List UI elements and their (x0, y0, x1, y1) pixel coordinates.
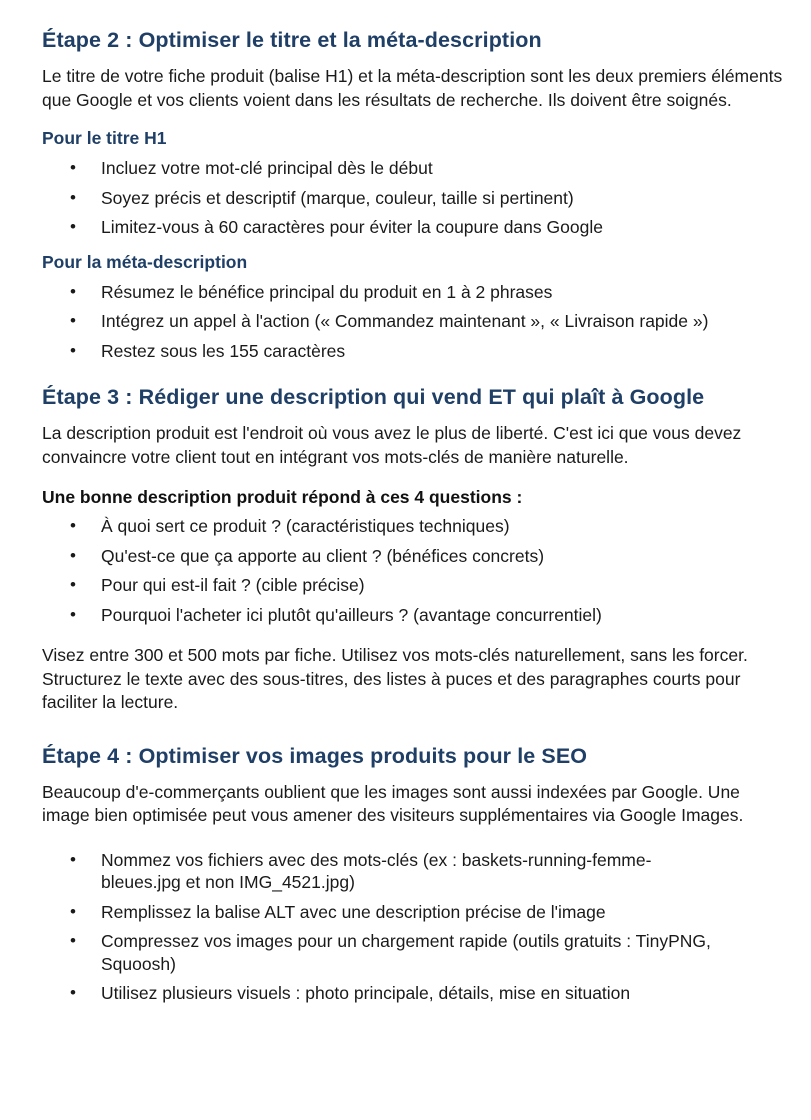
step-3-heading: Étape 3 : Rédiger une description qui vend ET qui plaît à Google (42, 385, 705, 409)
section-step-3 (42, 383, 789, 715)
bullet-icon: • (70, 340, 76, 360)
list-item: • Limitez-vous à 60 caractères pour éviter la coupure dans Google (42, 216, 789, 239)
image-tips-list (42, 849, 789, 1005)
bullet-icon: • (70, 849, 76, 869)
list-item: • Compressez vos images pour un chargement rapide (outils gratuits : TinyPNG, Squoosh) (42, 930, 789, 975)
list-item: • Remplissez la balise ALT avec une description précise de l'image (42, 901, 789, 924)
meta-tips-list (42, 281, 789, 363)
list-item: • Résumez le bénéfice principal du produit en 1 à 2 phrases (42, 281, 789, 304)
h1-tips-list (42, 157, 789, 239)
bullet-icon: • (70, 983, 76, 1002)
list-item: • Qu'est-ce que ça apporte au client ? (bénéfices concrets) (42, 545, 789, 568)
bullet-icon: • (70, 901, 76, 921)
step-2-heading: Étape 2 : Optimiser le titre et la méta-description (42, 28, 542, 52)
step-4-heading: Étape 4 : Optimiser vos images produits pour le SEO (42, 743, 588, 768)
bullet-icon: • (70, 575, 76, 594)
list-item: • À quoi sert ce produit ? (caractéristiques techniques) (42, 515, 789, 538)
list-item: • Soyez précis et descriptif (marque, couleur, taille si pertinent) (42, 187, 789, 210)
list-item: • Utilisez plusieurs visuels : photo principale, détails, mise en situation (42, 982, 789, 1005)
bullet-icon: • (70, 545, 76, 565)
list-item: • Pour qui est-il fait ? (cible précise) (42, 574, 789, 597)
bullet-icon: • (70, 187, 76, 207)
list-item: • Intégrez un appel à l'action (« Commandez maintenant », « Livraison rapide ») (42, 310, 789, 333)
bullet-icon: • (70, 604, 76, 624)
bullet-icon: • (70, 217, 76, 236)
questions-label: Une bonne description produit répond à ces 4 questions : (42, 487, 523, 507)
bullet-icon: • (70, 931, 76, 950)
bullet-icon: • (70, 516, 76, 535)
meta-subheading: Pour la méta-description (42, 251, 248, 272)
section-step-4 (42, 742, 789, 1005)
step-3-outro: Visez entre 300 et 500 mots par fiche. Utilisez vos mots-clés naturellement, sans les forcer. Structurez le texte avec des sous-titres, des listes à puces et des paragraphes courts pour faciliter la lecture. (42, 645, 748, 712)
step-2-intro: Le titre de votre fiche produit (balise H1) et la méta-description sont les deux premiers éléments que Google et vos clients voient dans les résultats de recherche. Ils doivent être soignés. (42, 66, 783, 110)
bullet-icon: • (70, 158, 76, 177)
h1-subheading: Pour le titre H1 (42, 128, 167, 148)
questions-list (42, 515, 789, 626)
bullet-icon: • (70, 311, 76, 330)
step-4-intro: Beaucoup d'e-commerçants oublient que les images sont aussi indexées par Google. Une image bien optimisée peut vous amener des visiteurs supplémentaires via Google Images. (42, 781, 744, 825)
list-item: • Nommez vos fichiers avec des mots-clés (ex : baskets-running-femme-bleues.jpg et non IMG_4521.jpg) (42, 849, 789, 894)
list-item: • Pourquoi l'acheter ici plutôt qu'ailleurs ? (avantage concurrentiel) (42, 604, 789, 627)
step-3-intro: La description produit est l'endroit où vous avez le plus de liberté. C'est ici que vous devez convaincre votre client tout en intégrant vos mots-clés de manière naturelle. (42, 423, 742, 467)
list-item: • Restez sous les 155 caractères (42, 340, 789, 363)
section-step-2 (42, 26, 789, 362)
list-item: • Incluez votre mot-clé principal dès le début (42, 157, 789, 180)
bullet-icon: • (70, 281, 76, 301)
